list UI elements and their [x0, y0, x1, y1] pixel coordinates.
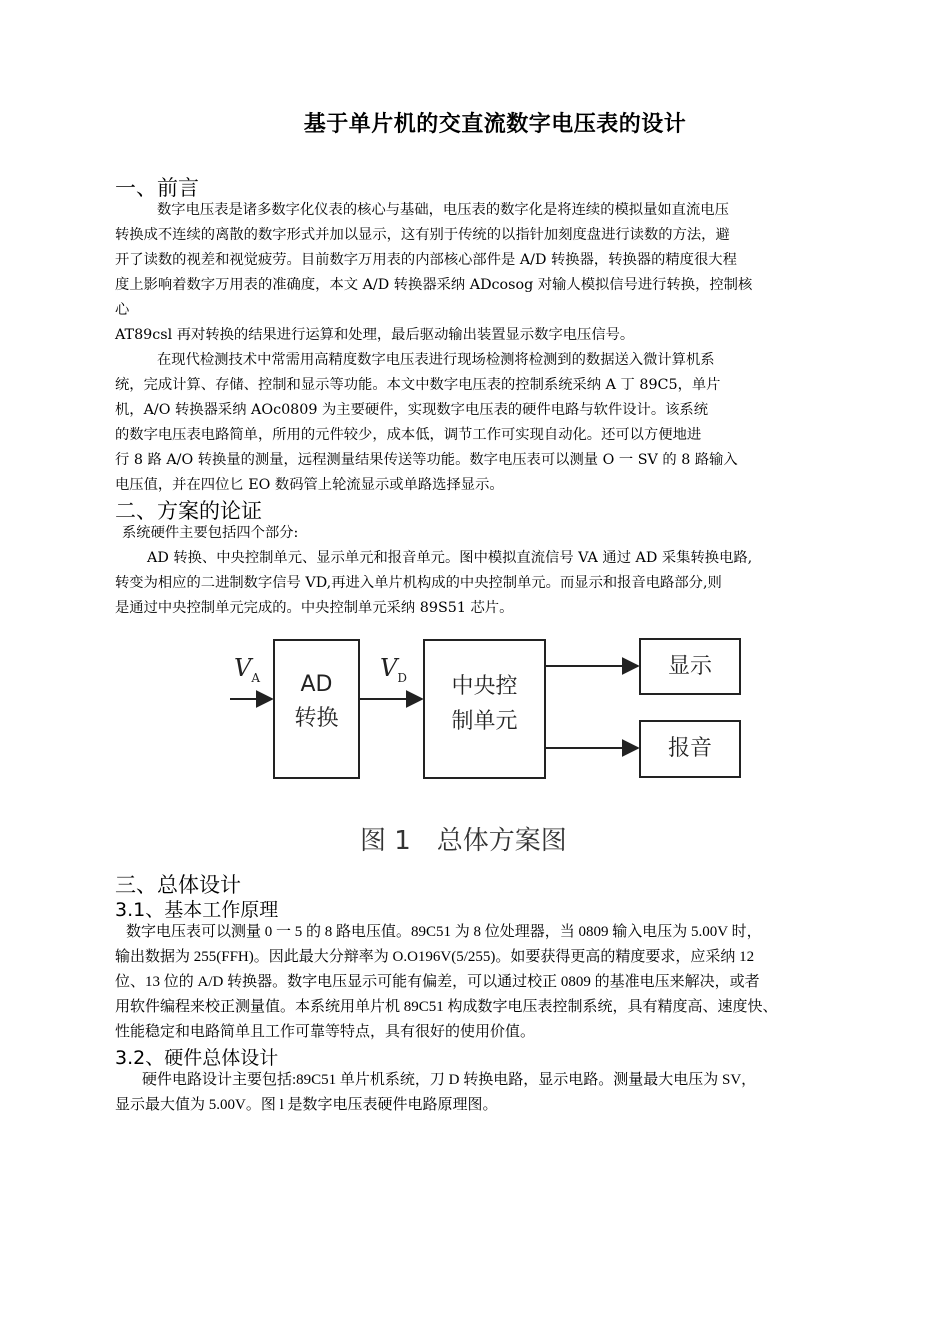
- paragraph-line: 心: [115, 302, 130, 318]
- paragraph-line: 转变为相应的二进制数字信号 VD,再进入单片机构成的中央控制单元。而显示和报音电路部分,则: [115, 575, 722, 591]
- block-diagram-figure: [200, 628, 810, 860]
- section-heading-scheme: 二、方案的论证: [115, 499, 262, 523]
- section-heading-intro: 一、前言: [115, 176, 199, 200]
- paragraph-line: 系统硬件主要包括四个部分:: [122, 525, 299, 541]
- ad-label-line2: 转换: [294, 706, 339, 731]
- paragraph-line: 转换成不连续的离散的数字形式并加以显示，这有别于传统的以指针加刻度盘进行读数的方法，避: [115, 227, 730, 243]
- alarm-label: 报音: [667, 736, 712, 761]
- subsection-heading-principle: 3.1、基本工作原理: [115, 899, 279, 921]
- subsection-heading-hardware: 3.2、硬件总体设计: [115, 1047, 279, 1069]
- paragraph-line: 数字电压表可以测量 0 一 5 的 8 路电压值。89C51 为 8 位处理器，当 0809 输入电压为 5.00V 时，: [126, 924, 762, 940]
- paragraph-line: 的数字电压表电路简单，所用的元件较少，成本低，调节工作可实现自动化。还可以方便地进: [115, 427, 702, 443]
- paragraph-line: 硬件电路设计主要包括:89C51 单片机系统，刀 D 转换电路，显示电路。测量最大电压为 SV，: [142, 1072, 757, 1088]
- section-heading-design: 三、总体设计: [115, 873, 241, 897]
- paragraph-line: AT89csl 再对转换的结果进行运算和处理，最后驱动输出装置显示数字电压信号。: [115, 327, 635, 343]
- paragraph-line: 输出数据为 255(FFH)。因此最大分辩率为 O.O196V(5/255)。如要获得更高的精度要求，应采纳 12: [115, 949, 755, 965]
- paragraph-line: 性能稳定和电路简单且工作可靠等特点，具有很好的使用价值。: [115, 1024, 536, 1040]
- paragraph-line: 开了读数的视差和视觉疲劳。目前数字万用表的内部核心部件是 A/D 转换器，转换器的精度很大程: [115, 252, 737, 268]
- paragraph-line: 是通过中央控制单元完成的。中央控制单元采纳 89S51 芯片。: [115, 600, 514, 616]
- ad-label-line1: AD: [300, 672, 333, 697]
- figure-caption: 图 1 总体方案图: [360, 826, 567, 856]
- paragraph-line: 位、13 位的 A/D 转换器。数字电压显示可能有偏差，可以通过校正 0809 的基准电压来解决，或者: [115, 974, 760, 990]
- paragraph-line: AD 转换、中央控制单元、显示单元和报音单元。图中模拟直流信号 VA 通过 AD 采集转换电路,: [147, 550, 753, 566]
- paragraph-line: 行 8 路 A/O 转换量的测量，远程测量结果传送等功能。数字电压表可以测量 O 一 SV 的 8 路输入: [115, 452, 738, 468]
- document-title: 基于单片机的交直流数字电压表的设计: [303, 112, 687, 137]
- paragraph-line: 统，完成计算、存储、控制和显示等功能。本文中数字电压表的控制系统采纳 A 丁 89C5，单片: [115, 377, 721, 393]
- paragraph-line: 在现代检测技术中常需用高精度数字电压表进行现场检测将检测到的数据送入微计算机系: [157, 352, 715, 368]
- cpu-label-line2: 制单元: [451, 709, 518, 734]
- cpu-label-line1: 中央控: [451, 674, 518, 699]
- paragraph-line: 机，A/O 转换器采纳 AOc0809 为主要硬件，实现数字电压表的硬件电路与软件设计。该系统: [115, 402, 709, 418]
- paragraph-line: 度上影响着数字万用表的准确度，本文 A/D 转换器采纳 ADcosog 对输人模拟信号进行转换，控制核: [115, 277, 753, 293]
- vd-symbol: $V_D$: [380, 654, 407, 685]
- paragraph-line: 数字电压表是诸多数字化仪表的核心与基础，电压表的数字化是将连续的模拟量如直流电压: [157, 202, 729, 218]
- paragraph-line: 电压值，并在四位匕 EO 数码管上轮流显示或单路选择显示。: [115, 477, 504, 493]
- display-label: 显示: [667, 654, 712, 679]
- paragraph-line: 显示最大值为 5.00V。图 l 是数字电压表硬件电路原理图。: [115, 1097, 498, 1113]
- va-symbol: $V_A$: [234, 654, 261, 685]
- paragraph-line: 用软件编程来校正测量值。本系统用单片机 89C51 构成数字电压表控制系统，具有精度高、速度快、: [115, 999, 778, 1015]
